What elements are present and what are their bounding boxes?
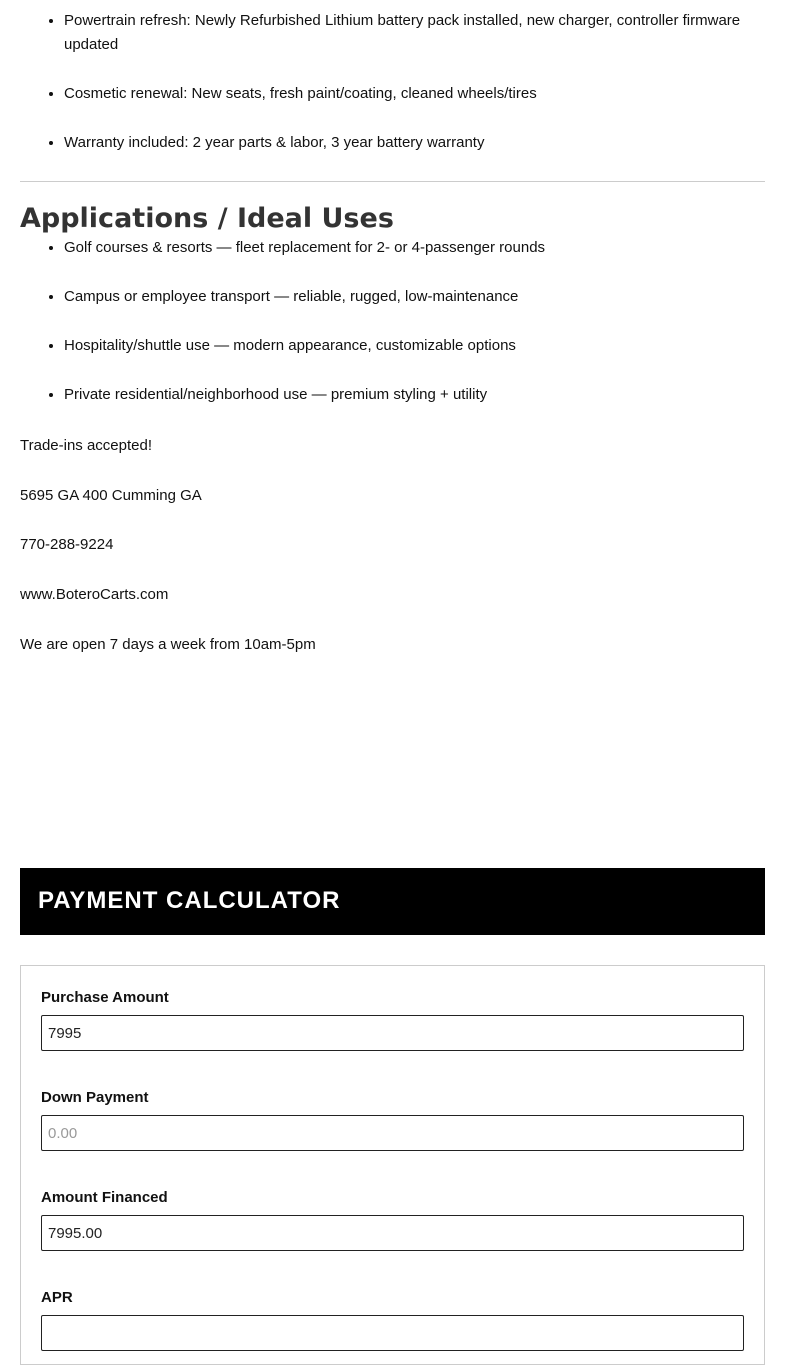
calculator-header: PAYMENT CALCULATOR — [20, 868, 765, 935]
website-text: www.BoteroCarts.com — [20, 586, 169, 603]
list-item: • Powertrain refresh: Newly Refurbished Lithium battery pack installed, new charger, controller firmware updated — [64, 9, 764, 57]
trade-ins-text: Trade-ins accepted! — [20, 437, 153, 454]
list-item: • Warranty included: 2 year parts & labor, 3 year battery warranty — [64, 131, 764, 155]
purchase-amount-input[interactable] — [41, 1015, 744, 1051]
down-payment-label: Down Payment — [41, 1089, 149, 1106]
address-text: 5695 GA 400 Cumming GA — [20, 487, 202, 504]
list-item: • Hospitality/shuttle use — modern appearance, customizable options — [64, 334, 764, 358]
amount-financed-input[interactable] — [41, 1215, 744, 1251]
list-item: • Golf courses & resorts — fleet replacement for 2- or 4-passenger rounds — [64, 236, 764, 260]
phone-text: 770-288-9224 — [20, 536, 114, 553]
section-title: Applications / Ideal Uses — [20, 203, 394, 234]
applications-list — [64, 236, 764, 432]
divider — [20, 181, 765, 182]
apr-input[interactable] — [41, 1315, 744, 1351]
list-item: • Campus or employee transport — reliable, rugged, low-maintenance — [64, 285, 764, 309]
calculator-form — [20, 965, 765, 1365]
apr-label: APR — [41, 1289, 73, 1306]
amount-financed-label: Amount Financed — [41, 1189, 168, 1206]
down-payment-input[interactable] — [41, 1115, 744, 1151]
features-list — [64, 9, 764, 180]
list-item: • Cosmetic renewal: New seats, fresh paint/coating, cleaned wheels/tires — [64, 82, 764, 106]
list-item: • Private residential/neighborhood use — premium styling + utility — [64, 383, 764, 407]
purchase-amount-label: Purchase Amount — [41, 989, 169, 1006]
hours-text: We are open 7 days a week from 10am-5pm — [20, 636, 316, 653]
